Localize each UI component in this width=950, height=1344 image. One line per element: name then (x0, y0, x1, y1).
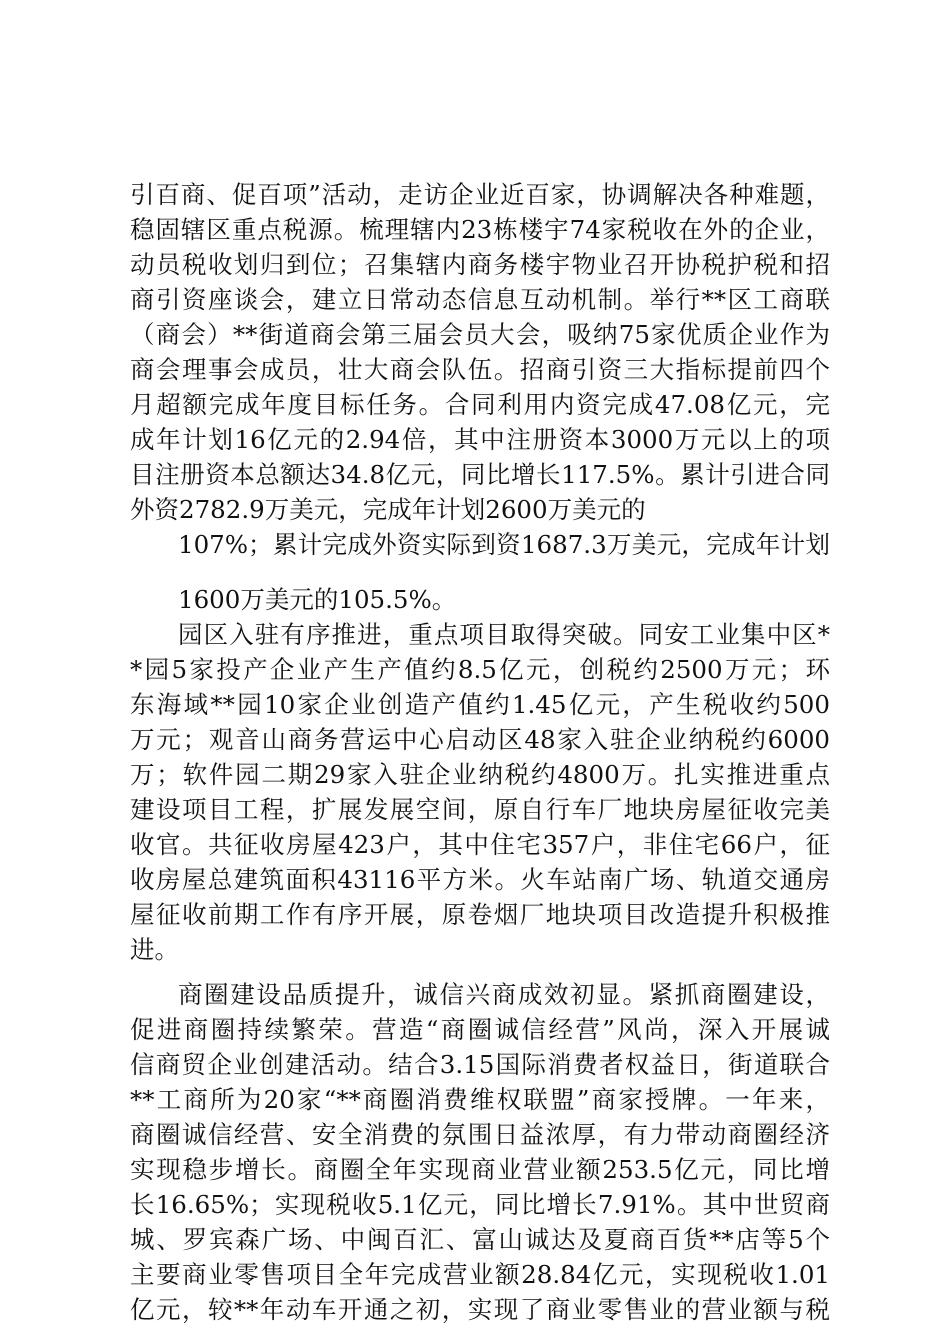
text-line: 长16.65%；实现税收5.1亿元，同比增长7.91%。其中世贸商 (130, 1190, 830, 1219)
text-line: 目注册资本总额达34.8亿元，同比增长117.5%。累计引进合同 (130, 460, 830, 489)
text-line: 动员税收划归到位；召集辖内商务楼宇物业召开协税护税和招 (130, 250, 830, 279)
text-line: 万；软件园二期29家入驻企业纳税约4800万。扎实推进重点 (130, 760, 830, 789)
text-line: 商引资座谈会，建立日常动态信息互动机制。举行**区工商联 (130, 285, 830, 314)
text-line: 商圈诚信经营、安全消费的氛围日益浓厚，有力带动商圈经济 (130, 1120, 830, 1149)
text-line: 进。 (130, 935, 179, 964)
text-line: 实现稳步增长。商圈全年实现商业营业额253.5亿元，同比增 (130, 1155, 830, 1184)
text-line: 建设项目工程，扩展发展空间，原自行车厂地块房屋征收完美 (130, 795, 830, 824)
text-line: （商会）**街道商会第三届会员大会，吸纳75家优质企业作为 (130, 320, 830, 349)
paragraph-start-line: 商圈建设品质提升，诚信兴商成效初显。紧抓商圈建设， (178, 980, 830, 1009)
text-line: 外资2782.9万美元，完成年计划2600万美元的 (130, 495, 646, 524)
text-line: 屋征收前期工作有序开展，原卷烟厂地块项目改造提升积极推 (130, 900, 830, 929)
text-line: 城、罗宾森广场、中闽百汇、富山诚达及夏商百货**店等5个 (130, 1225, 830, 1254)
text-line: 收房屋总建筑面积43116平方米。火车站南广场、轨道交通房 (130, 865, 830, 894)
text-line: 成年计划16亿元的2.94倍，其中注册资本3000万元以上的项 (130, 425, 830, 454)
text-line: 万元；观音山商务营运中心启动区48家入驻企业纳税约6000 (130, 725, 830, 754)
text-line: 促进商圈持续繁荣。营造“商圈诚信经营”风尚，深入开展诚 (130, 1015, 830, 1044)
text-line: 月超额完成年度目标任务。合同利用内资完成47.08亿元，完 (130, 390, 830, 419)
text-line: 引百商、促百项”活动，走访企业近百家，协调解决各种难题， (130, 180, 830, 209)
text-line: 商会理事会成员，壮大商会队伍。招商引资三大指标提前四个 (130, 355, 830, 384)
text-line: *园5家投产企业产生产值约8.5亿元，创税约2500万元；环 (130, 655, 830, 684)
text-line: 107%；累计完成外资实际到资1687.3万美元，完成年计划 (178, 530, 830, 559)
text-line: 亿元，较**年动车开通之初，实现了商业零售业的营业额与税 (130, 1295, 830, 1324)
paragraph-start-line: 园区入驻有序推进，重点项目取得突破。同安工业集中区* (178, 620, 830, 649)
text-line: 主要商业零售项目全年完成营业额28.84亿元，实现税收1.01 (130, 1260, 830, 1289)
text-line: 东海域**园10家企业创造产值约1.45亿元，产生税收约500 (130, 690, 830, 719)
text-line: 1600万美元的105.5%。 (178, 585, 457, 614)
text-line: 信商贸企业创建活动。结合3.15国际消费者权益日，街道联合 (130, 1050, 830, 1079)
text-line: 稳固辖区重点税源。梳理辖内23栋楼宇74家税收在外的企业， (130, 215, 830, 244)
text-line: **工商所为20家“**商圈消费维权联盟”商家授牌。一年来， (130, 1085, 830, 1114)
text-line: 收官。共征收房屋423户，其中住宅357户，非住宅66户，征 (130, 830, 830, 859)
